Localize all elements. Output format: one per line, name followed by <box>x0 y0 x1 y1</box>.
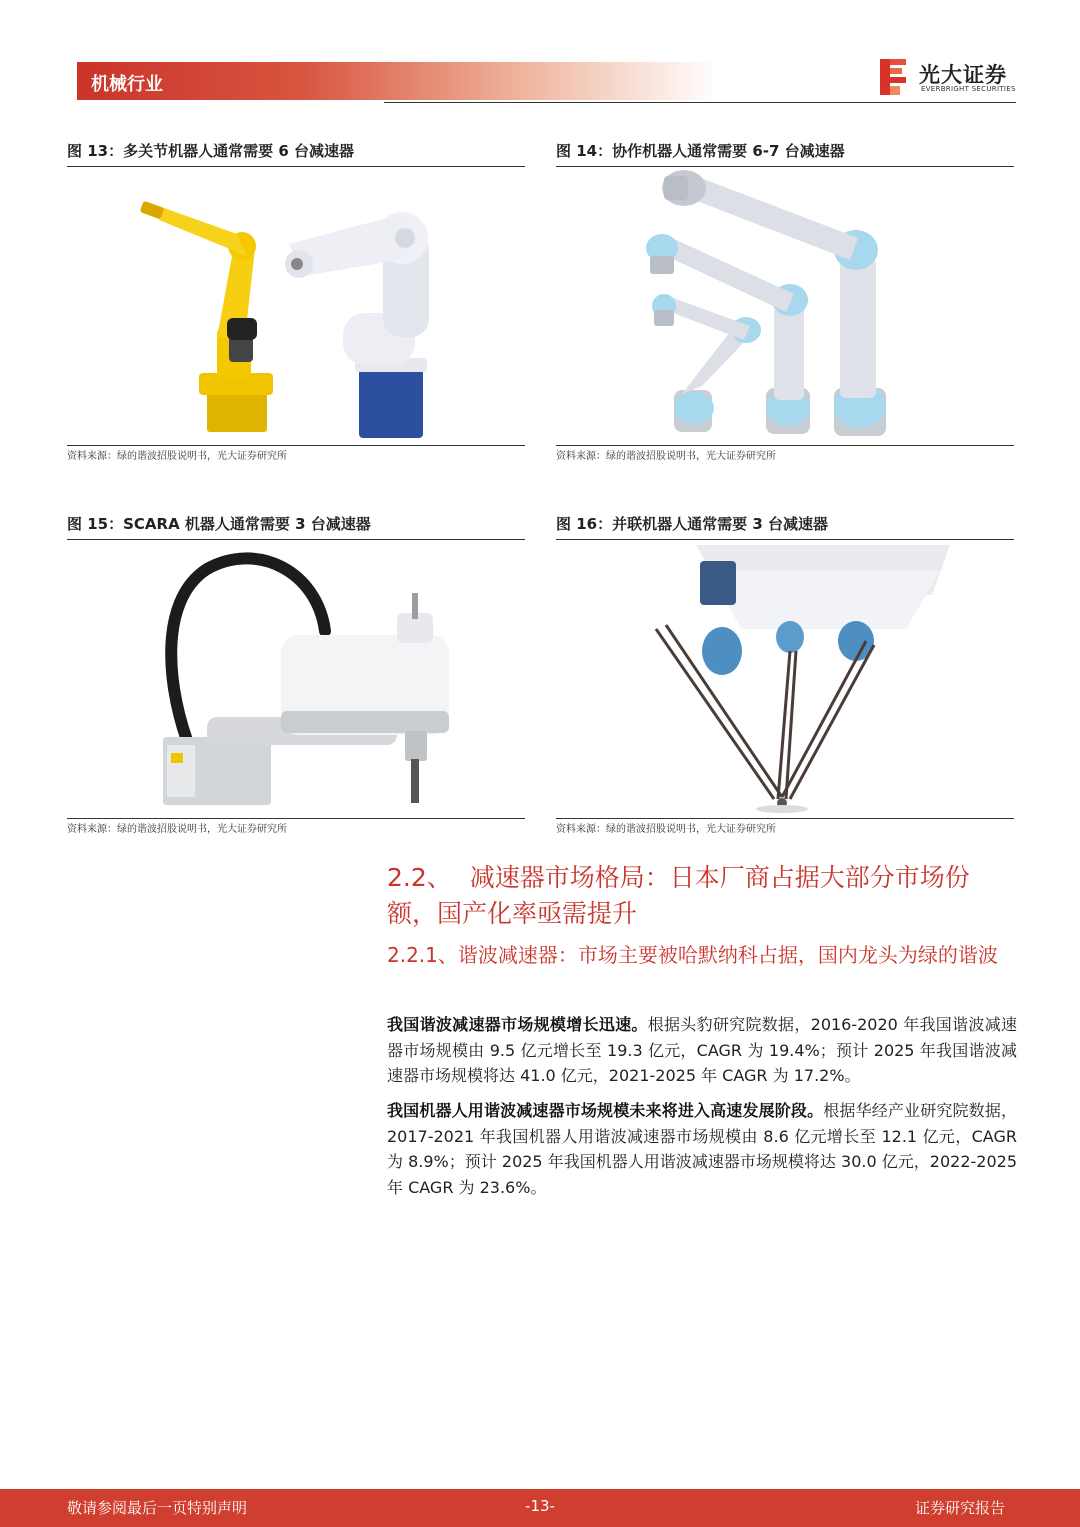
header-band <box>77 62 717 100</box>
subsection-heading: 2.2.1、谐波减速器：市场主要被哈默纳科占据，国内龙头为绿的谐波 <box>387 943 998 967</box>
brand-logo-icon <box>879 57 909 97</box>
scara-robot-image <box>67 541 525 817</box>
paragraph-robot-harmonic-market <box>387 1098 1017 1200</box>
figure-rule <box>556 445 1014 446</box>
brand-name-cn: 光大证券 <box>919 63 1007 87</box>
paragraph-lead: 我国谐波减速器市场规模增长迅速。 <box>387 1015 648 1034</box>
figure-title: 图 15：SCARA 机器人通常需要 3 台减速器 <box>67 515 371 533</box>
parallel-robot-image <box>556 541 1014 817</box>
collaborative-robot-image <box>556 168 1014 444</box>
paragraph-body: 根据华经产业研究院数据，2017-2021 年我国机器人用谐波减速器市场规模由 8.6 亿元增长至 12.1 亿元，CAGR 为 8.9%；预计 2025 年我国机器人用谐波减速器市场规模将达 30.0 亿元，2022-2025 年 CAGR 为 23.6%。 <box>387 1101 1017 1197</box>
articulated-robot-image <box>67 168 525 444</box>
figure-rule <box>67 539 525 540</box>
figure-15 <box>67 513 525 843</box>
section-title: 减速器市场格局：日本厂商占据大部分市场份额，国产化率亟需提升 <box>387 863 970 928</box>
figure-16 <box>556 513 1014 843</box>
figure-rule <box>67 445 525 446</box>
section-label: 机械行业 <box>91 74 163 95</box>
footer-bar <box>0 1489 1080 1527</box>
section-number: 2.2、 <box>387 863 452 892</box>
brand-name-en: EVERBRIGHT SECURITIES <box>921 85 1016 93</box>
figure-title: 图 16：并联机器人通常需要 3 台减速器 <box>556 515 828 533</box>
header-rule <box>384 102 1016 103</box>
brand-logo <box>879 57 1019 99</box>
paragraph-harmonic-market <box>387 1012 1017 1089</box>
figure-rule <box>556 818 1014 819</box>
figure-title: 图 13：多关节机器人通常需要 6 台减速器 <box>67 142 354 160</box>
figure-14 <box>556 140 1014 470</box>
figure-rule <box>67 818 525 819</box>
figure-rule <box>67 166 525 167</box>
footer-disclaimer: 敬请参阅最后一页特别声明 <box>67 1499 248 1517</box>
page-number: -13- <box>525 1497 555 1515</box>
paragraph-body: 根据头豹研究院数据，2016-2020 年我国谐波减速器市场规模由 9.5 亿元增长至 19.3 亿元，CAGR 为 19.4%；预计 2025 年我国谐波减速器市场规模将达 41.0 亿元，2021-2025 年 CAGR 为 17.2%。 <box>387 1015 1017 1085</box>
paragraph-lead: 我国机器人用谐波减速器市场规模未来将进入高速发展阶段。 <box>387 1101 824 1120</box>
footer-report-type: 证券研究报告 <box>914 1499 1005 1517</box>
figure-rule <box>556 539 1014 540</box>
figure-source: 资料来源：绿的谐波招股说明书，光大证券研究所 <box>67 824 287 835</box>
figure-source: 资料来源：绿的谐波招股说明书，光大证券研究所 <box>556 451 776 462</box>
figure-title: 图 14：协作机器人通常需要 6-7 台减速器 <box>556 142 845 160</box>
section-heading <box>387 860 1017 932</box>
figure-13 <box>67 140 525 470</box>
figure-rule <box>556 166 1014 167</box>
figure-source: 资料来源：绿的谐波招股说明书，光大证券研究所 <box>67 451 287 462</box>
figure-source: 资料来源：绿的谐波招股说明书，光大证券研究所 <box>556 824 776 835</box>
